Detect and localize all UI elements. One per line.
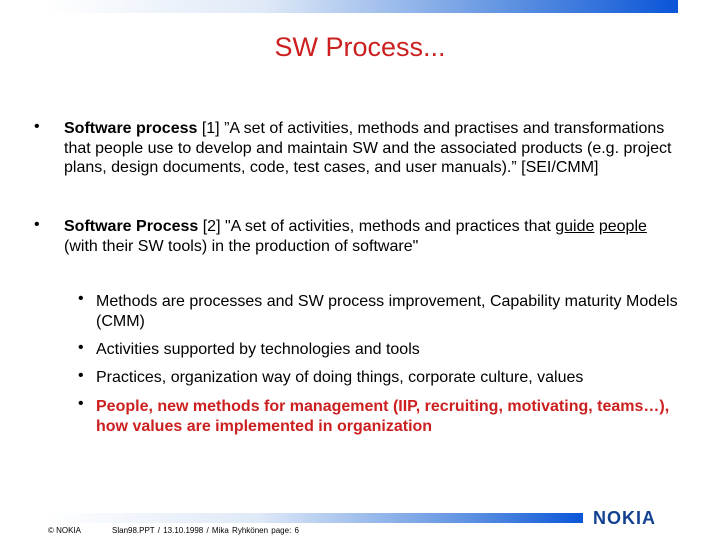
subbullet-people: People, new methods for management (IIP, recruiting, motivating, teams…), how values are implemented in organization	[96, 398, 670, 435]
bullet-software-process-2	[64, 217, 684, 256]
bullet-dot-icon: •	[34, 118, 40, 135]
top-gradient-bar	[43, 0, 678, 13]
subbullet-dot-icon: •	[78, 367, 84, 384]
footer-info: Slan98.PPT / 13.10.1998 / Mika Ryhkönen page: 6	[112, 526, 299, 535]
slide-title: SW Process...	[274, 32, 446, 62]
bottom-gradient-bar	[43, 513, 583, 523]
bullet-software-process-1	[64, 119, 684, 178]
bullet-text: (with their SW tools) in the production of software"	[64, 237, 419, 255]
underlined-word-guide: guide	[555, 218, 595, 235]
underlined-word-people: people	[598, 218, 647, 235]
subbullet-methods: Methods are processes and SW process improvement, Capability maturity Models (CMM)	[96, 293, 678, 330]
bullet-term: Software process	[64, 120, 198, 137]
bullet-dot-icon: •	[34, 216, 40, 233]
nokia-logo: NOKIA	[593, 508, 656, 528]
subbullet-activities: Activities supported by technologies and tools	[96, 341, 420, 358]
subbullet-dot-icon: •	[78, 339, 84, 356]
subbullet-practices: Practices, organization way of doing things, corporate culture, values	[96, 369, 584, 386]
subbullet-dot-icon: •	[78, 395, 84, 412]
bullet-text: [2] "A set of activities, methods and practices that	[198, 218, 556, 235]
bullet-term: Software Process	[64, 218, 199, 235]
footer-copyright: © NOKIA	[48, 526, 82, 535]
subbullet-dot-icon: •	[78, 290, 84, 307]
bullet-text: [1] ”A set of activities, methods and practises and transformations that people use to develop and maintain SW and the associated products (e.g. project plans, design documents, code, test cases, and user manuals).” [SEI/CMM]	[64, 120, 672, 176]
